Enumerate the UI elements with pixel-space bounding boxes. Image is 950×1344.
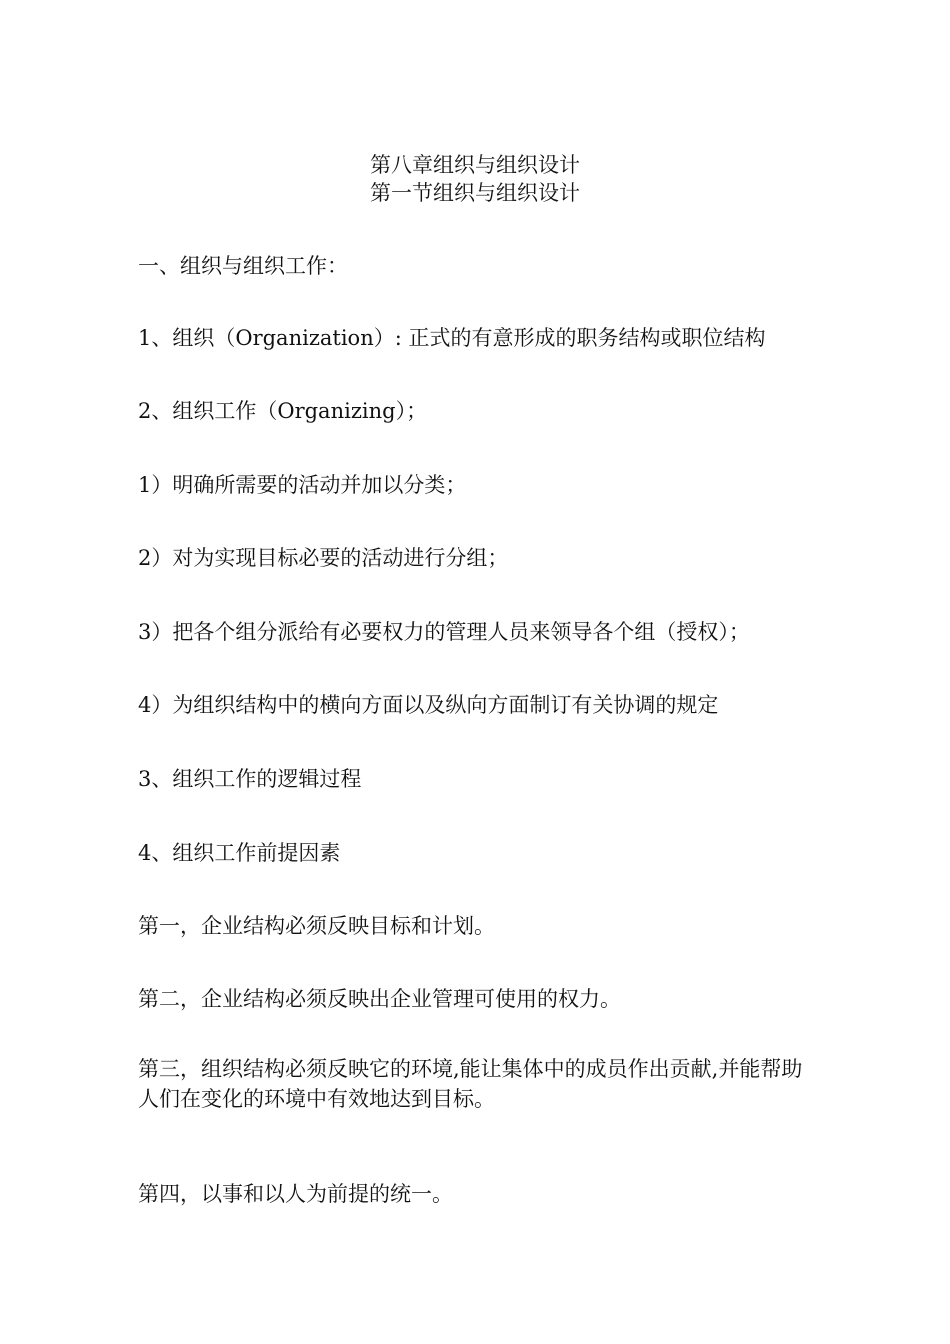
paragraph-organization-definition: 1、组织（Organization）: 正式的有意形成的职务结构或职位结构 [138, 326, 766, 350]
list-item-coordination-rules: 4）为组织结构中的横向方面以及纵向方面制订有关协调的规定 [138, 693, 719, 717]
paragraph-premise-factors: 4、组织工作前提因素 [138, 841, 341, 865]
paragraph-logical-process: 3、组织工作的逻辑过程 [138, 767, 362, 791]
heading-organization-and-organizing: 一、组织与组织工作： [138, 254, 348, 278]
paragraph-fourth-factor: 第四，以事和以人为前提的统一。 [138, 1182, 453, 1206]
list-item-assign-groups: 3）把各个组分派给有必要权力的管理人员来领导各个组（授权）； [138, 620, 750, 644]
paragraph-organizing: 2、组织工作（Organizing）； [138, 399, 428, 423]
paragraph-third-factor: 第三，组织结构必须反映它的环境,能让集体中的成员作出贡献,并能帮助人们在变化的环境中有效地达到目标。 [138, 1057, 803, 1111]
list-item-group-activities: 2）对为实现目标必要的活动进行分组； [138, 546, 509, 570]
paragraph-second-factor: 第二，企业结构必须反映出企业管理可使用的权力。 [138, 987, 621, 1011]
section-title: 第一节组织与组织设计 [370, 181, 580, 205]
chapter-title: 第八章组织与组织设计 [370, 153, 580, 177]
list-item-classify-activities: 1）明确所需要的活动并加以分类； [138, 473, 467, 497]
paragraph-first-factor: 第一，企业结构必须反映目标和计划。 [138, 914, 495, 938]
